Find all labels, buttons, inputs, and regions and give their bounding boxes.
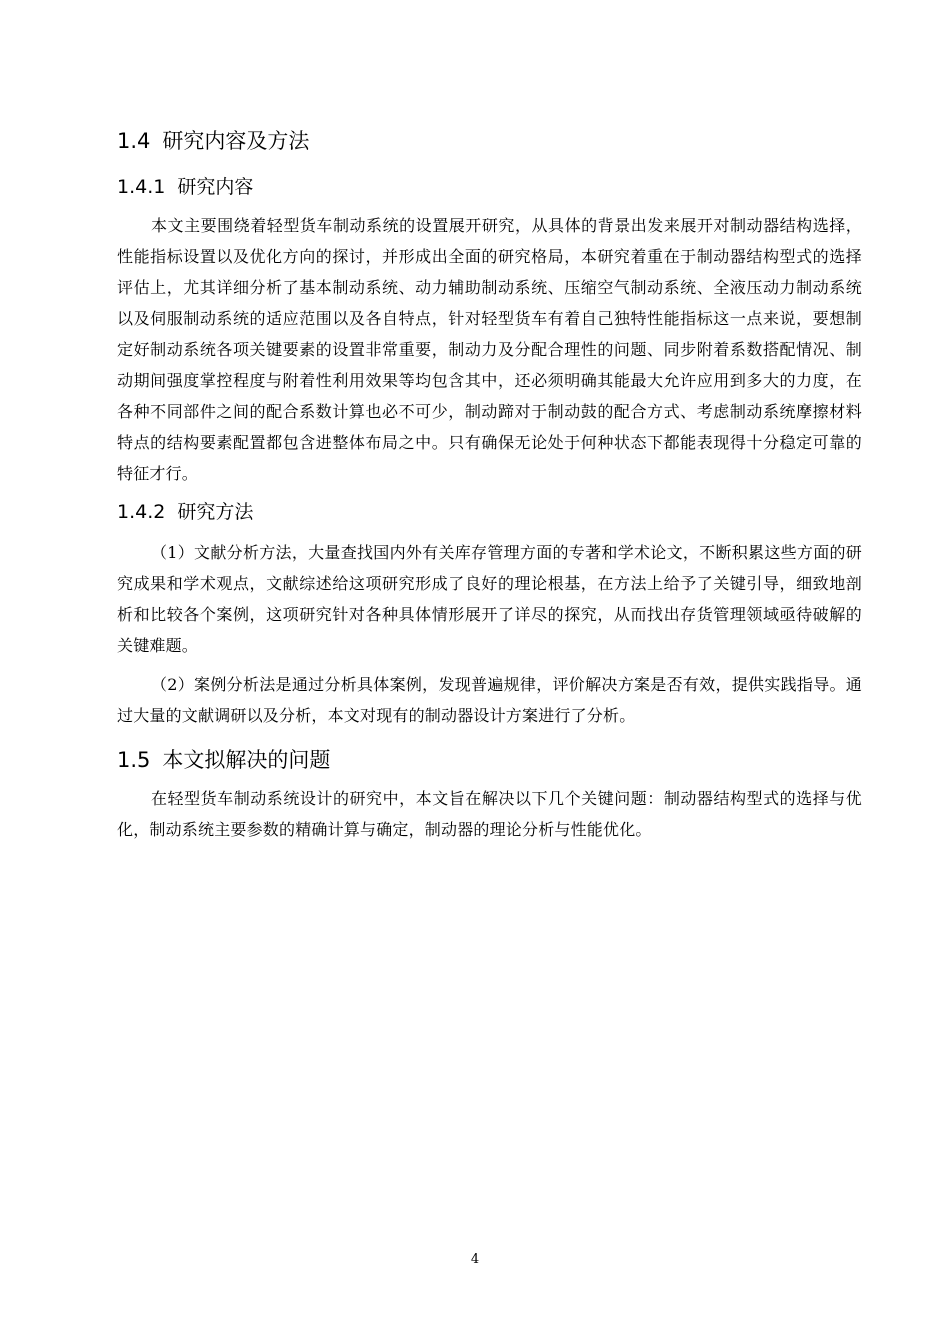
section-title: 本文拟解决的问题 [162, 748, 331, 772]
page-number: 4 [470, 1252, 480, 1267]
subsection-number: 1.4.1 [117, 176, 166, 198]
section-heading-1-5 [117, 743, 862, 777]
subsection-number: 1.4.2 [117, 501, 166, 523]
subsection-heading-1-4-1 [117, 172, 862, 202]
section-number: 1.5 [117, 748, 151, 772]
section-heading-1-4 [117, 124, 862, 158]
section-title: 研究内容及方法 [162, 129, 310, 153]
section-number: 1.4 [117, 129, 151, 153]
subsection-title: 研究方法 [177, 501, 254, 523]
problem-statement-paragraph: 在轻型货车制动系统设计的研究中，本文旨在解决以下几个关键问题：制动器结构型式的选择与优化，制动系统主要参数的精确计算与确定，制动器的理论分析与性能优化。 [117, 789, 862, 839]
research-content-paragraph: 本文主要围绕着轻型货车制动系统的设置展开研究，从具体的背景出发来展开对制动器结构选择，性能指标设置以及优化方向的探讨，并形成出全面的研究格局，本研究着重在于制动器结构型式的选择评估上，尤其详细分析了基本制动系统、动力辅助制动系统、压缩空气制动系统、全液压动力制动系统以及伺服制动系统的适应范围以及各自特点，针对轻型货车有着自己独特性能指标这一点来说，要想制定好制动系统各项关键要素的设置非常重要，制动力及分配合理性的问题、同步附着系数搭配情况、制动期间强度掌控程度与附着性利用效果等均包含其中，还必须明确其能最大允许应用到多大的力度，在各种不同部件之间的配合系数计算也必不可少，制动蹄对于制动鼓的配合方式、考虑制动系统摩擦材料特点的结构要素配置都包含进整体布局之中。只有确保无论处于何种状态下都能表现得十分稳定可靠的特征才行。 [117, 216, 862, 483]
research-method-paragraph-1: （1）文献分析方法，大量查找国内外有关库存管理方面的专著和学术论文，不断积累这些方面的研究成果和学术观点，文献综述给这项研究形成了良好的理论根基，在方法上给予了关键引导，细致地剖析和比较各个案例，这项研究针对各种具体情形展开了详尽的探究，从而找出存货管理领域亟待破解的关键难题。 [117, 543, 862, 655]
subsection-title: 研究内容 [177, 176, 254, 198]
research-method-paragraph-2: （2）案例分析法是通过分析具体案例，发现普遍规律，评价解决方案是否有效，提供实践指导。通过大量的文献调研以及分析，本文对现有的制动器设计方案进行了分析。 [117, 675, 862, 725]
subsection-heading-1-4-2 [117, 497, 862, 527]
page-content [117, 124, 862, 845]
